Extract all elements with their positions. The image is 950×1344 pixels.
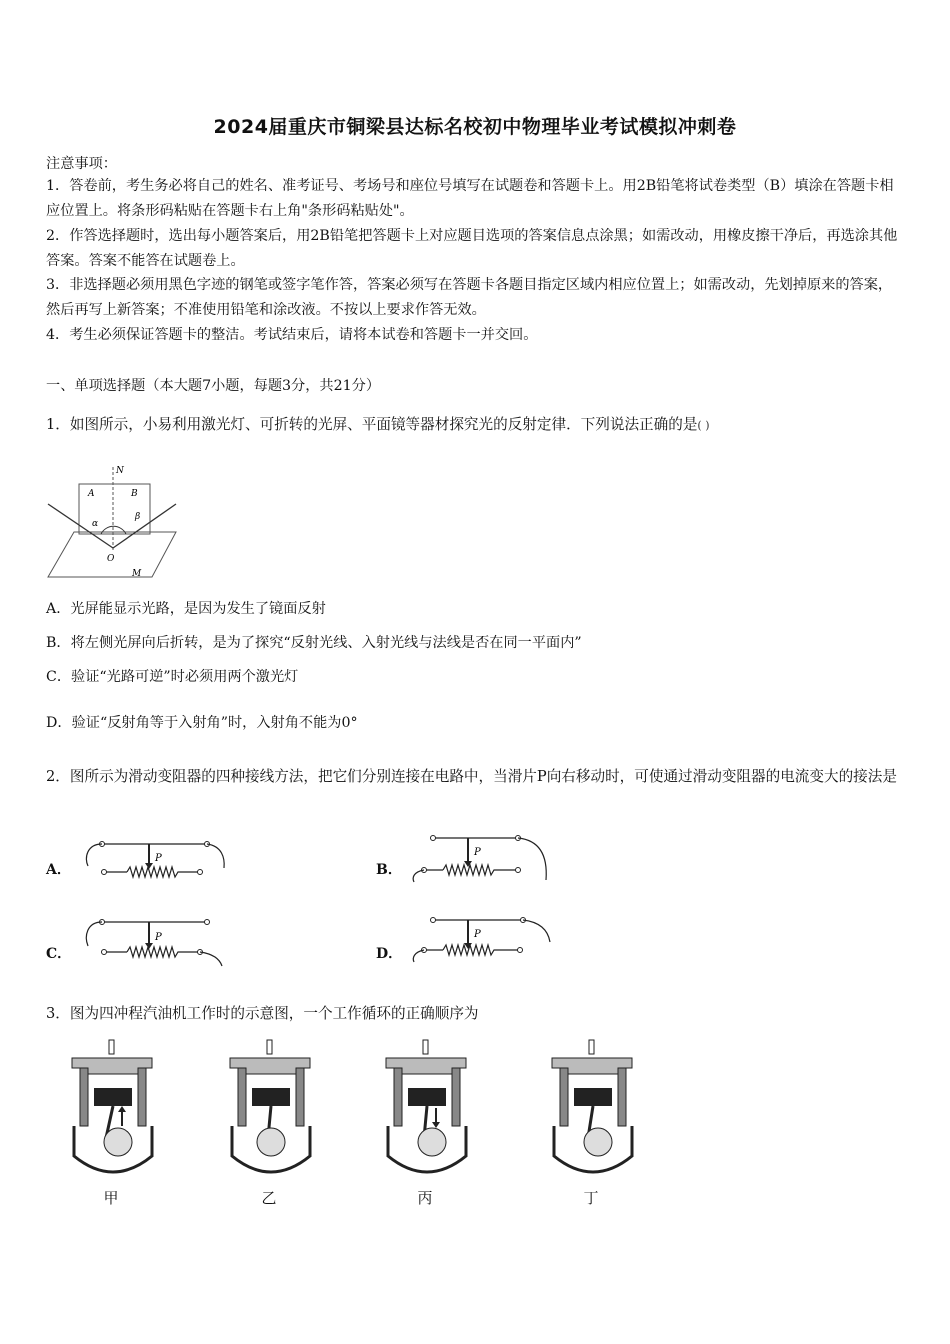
label-a: A (88, 489, 95, 499)
label-n: N (116, 466, 124, 476)
caption-bing: 丙 (417, 1189, 433, 1207)
q2-option-c: C． (46, 946, 72, 962)
q2-option-b: B． (376, 862, 402, 878)
q1-option-a: A．光屏能显示光路，是因为发生了镜面反射 (46, 601, 326, 617)
engine-diagram-bing (380, 1038, 474, 1178)
label-m: M (132, 569, 142, 579)
notice-item: 1．答卷前，考生务必将自己的姓名、准考证号、考场号和座位号填写在试题卷和答题卡上。用2B铅笔将试卷类型（B）填涂在答题卡相应位置上。将条形码粘贴在答题卡右上角"条形码粘贴处"。 (46, 178, 894, 219)
caption-yi: 乙 (261, 1189, 277, 1207)
notice-item: 4．考生必须保证答题卡的整洁。考试结束后，请将本试卷和答题卡一并交回。 (46, 327, 538, 343)
reflection-experiment-figure (46, 462, 186, 587)
label-alpha: α (92, 519, 99, 529)
rheostat-diagram-c (82, 914, 227, 969)
notice-heading: 注意事项： (46, 156, 117, 172)
slider-label: P (474, 847, 481, 858)
answer-blank: ( ) (697, 419, 710, 432)
question-2-stem: 2．图所示为滑动变阻器的四种接线方法，把它们分别连接在电路中，当滑片P向右移动时，可使通过滑动变阻器的电流变大的接法是 (46, 768, 897, 785)
q2-option-d: D． (376, 946, 403, 962)
label-b: B (131, 489, 138, 499)
rheostat-diagram-d (408, 910, 553, 965)
question-1-text: 1．如图所示，小易利用激光灯、可折转的光屏、平面镜等器材探究光的反射定律．下列说法正确的是 (46, 416, 698, 433)
slider-label: P (474, 929, 481, 940)
q1-option-d: D．验证“反射角等于入射角”时，入射角不能为0° (46, 715, 358, 731)
q2-option-a: A． (46, 862, 71, 878)
engine-diagram-yi (224, 1038, 318, 1178)
rheostat-diagram-a (82, 836, 227, 886)
label-o: O (107, 554, 115, 564)
section-heading: 一、单项选择题（本大题7小题，每题3分，共21分） (46, 378, 381, 394)
caption-jia: 甲 (103, 1189, 119, 1207)
notice-item: 2．作答选择题时，选出每小题答案后，用2B铅笔把答题卡上对应题目选项的答案信息点涂黑；如需改动，用橡皮擦干净后，再选涂其他答案。答案不能答在试题卷上。 (46, 228, 898, 269)
q1-option-c: C．验证“光路可逆”时必须用两个激光灯 (46, 669, 299, 685)
slider-label: P (155, 853, 162, 864)
label-beta: β (135, 512, 141, 522)
question-1-stem (46, 413, 710, 434)
engine-diagram-jia (66, 1038, 160, 1178)
notice-item: 3．非选择题必须用黑色字迹的钢笔或签字笔作答，答案必须写在答题卡各题目指定区域内相应位置上；如需改动，先划掉原来的答案，然后再写上新答案；不准使用铅笔和涂改液。不按以上要求作答无效。 (46, 277, 893, 318)
caption-ding: 丁 (583, 1189, 599, 1207)
engine-diagram-ding (546, 1038, 640, 1178)
rheostat-diagram-b (408, 828, 553, 886)
slider-label: P (155, 932, 162, 943)
q1-option-b: B．将左侧光屏向后折转，是为了探究“反射光线、入射光线与法线是否在同一平面内” (46, 635, 582, 651)
page-title: 2024届重庆市铜梁县达标名校初中物理毕业考试模拟冲刺卷 (213, 116, 737, 138)
question-3-stem: 3．图为四冲程汽油机工作时的示意图，一个工作循环的正确顺序为 (46, 1005, 479, 1022)
